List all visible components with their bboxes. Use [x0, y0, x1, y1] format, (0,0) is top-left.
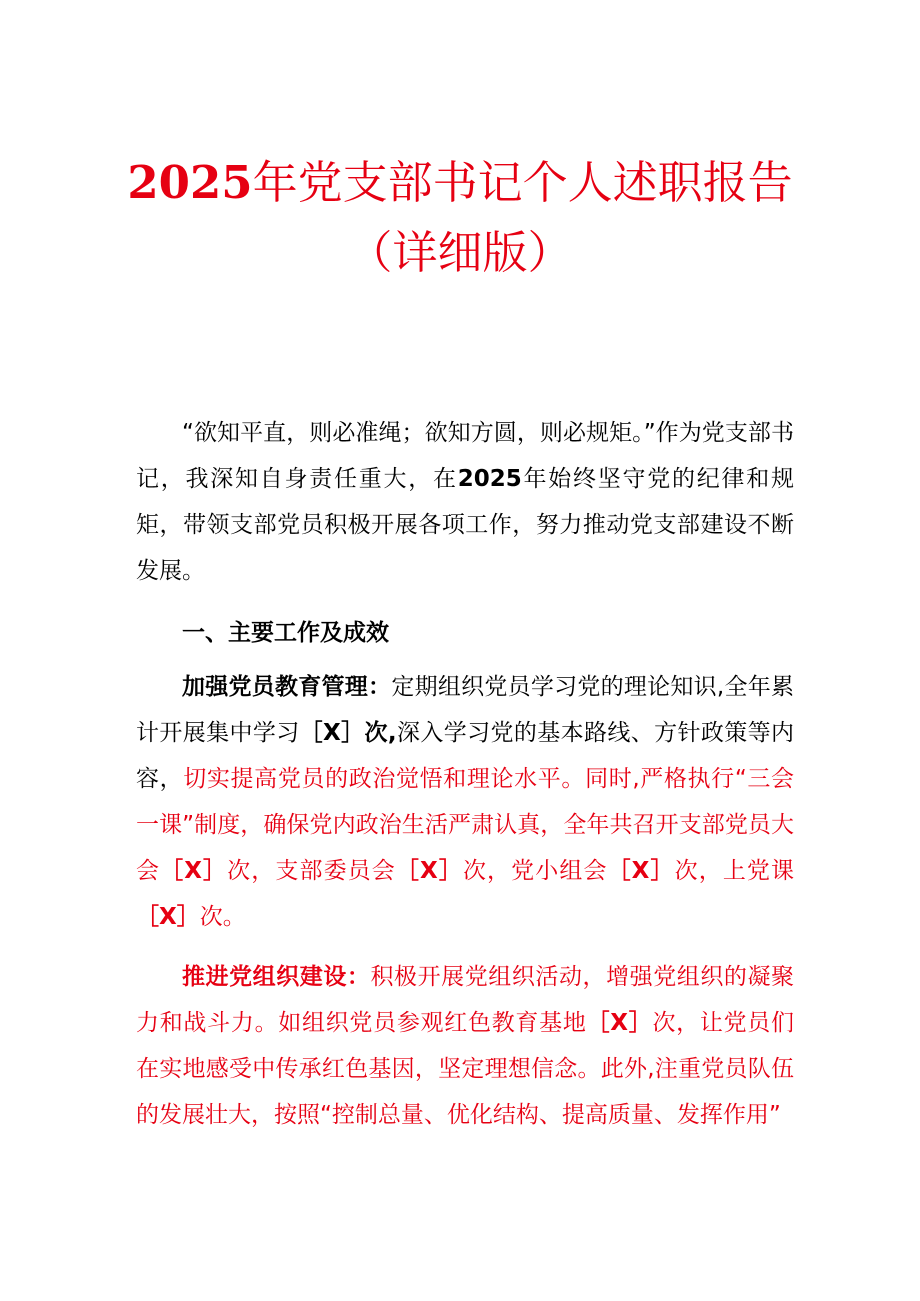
title-line-1 [0, 148, 920, 218]
paragraph-education-red-d: 次，上党课 [674, 858, 795, 884]
paragraph-education-red-b: 次，支部委员会 [227, 858, 396, 884]
paragraph-education-red-a: 切实提高党员的政治觉悟和理论水平。同时,严格执行“三会一课”制度，确保党内政治生活严肃认真，全年共召开支部党员大会 [136, 766, 795, 884]
paragraph-education-count: ［X］次, [299, 720, 397, 746]
section-heading-1: 一、主要工作及成效 [182, 620, 389, 646]
paragraph-education-text-a: 定期组织党员学习党的理论知识,全年累计开展集中学习 [136, 674, 795, 746]
paragraph-education [136, 664, 794, 940]
intro-quote: “欲知平直，则必准绳；欲知方圆，则必规矩。” [182, 420, 656, 446]
paragraph-organization-text-b: 次，让党员们在实地感受中传承红色基因，坚定理想信念。此外,注重党员队伍的发展壮大，按照“控制总量、优化结构、提高质量、发挥作用” [136, 1010, 795, 1128]
placeholder-x-1: ［X］ [160, 858, 228, 884]
title-line-2: （详细版） [347, 226, 573, 279]
title-year: 2025 [127, 156, 253, 209]
paragraph-organization-lead: 推进党组织建设： [182, 964, 371, 990]
paragraph-education-lead: 加强党员教育管理： [182, 674, 392, 700]
intro-year: 2025 [457, 466, 522, 492]
document-title [0, 148, 920, 288]
placeholder-x-3: ［X］ [607, 858, 675, 884]
intro-text-a: 作为党支部书记，我深知自身责任重大，在 [136, 420, 794, 492]
intro-paragraph [136, 410, 794, 594]
intro-text-b: 年始终坚守党的纪律和规矩，带领支部党员积极开展各项工作，努力推动党支部建设不断发展。 [136, 466, 795, 584]
placeholder-x-4: ［X］ [136, 904, 200, 930]
paragraph-education-red-c: 次，党小组会 [462, 858, 608, 884]
title-line-1-text: 年党支部书记个人述职报告 [252, 156, 793, 209]
paragraph-education-red-e: 次。 [199, 904, 246, 930]
paragraph-organization-text-a: 积极开展党组织活动，增强党组织的凝聚力和战斗力。如组织党员参观红色教育基地 [136, 964, 795, 1036]
document-body [136, 410, 794, 1138]
paragraph-education-text-b: 深入学习党的基本路线、方针政策等内容， [136, 720, 795, 792]
paragraph-organization [136, 954, 794, 1138]
placeholder-x-5: ［X］ [586, 1010, 653, 1036]
placeholder-x-2: ［X］ [395, 858, 463, 884]
